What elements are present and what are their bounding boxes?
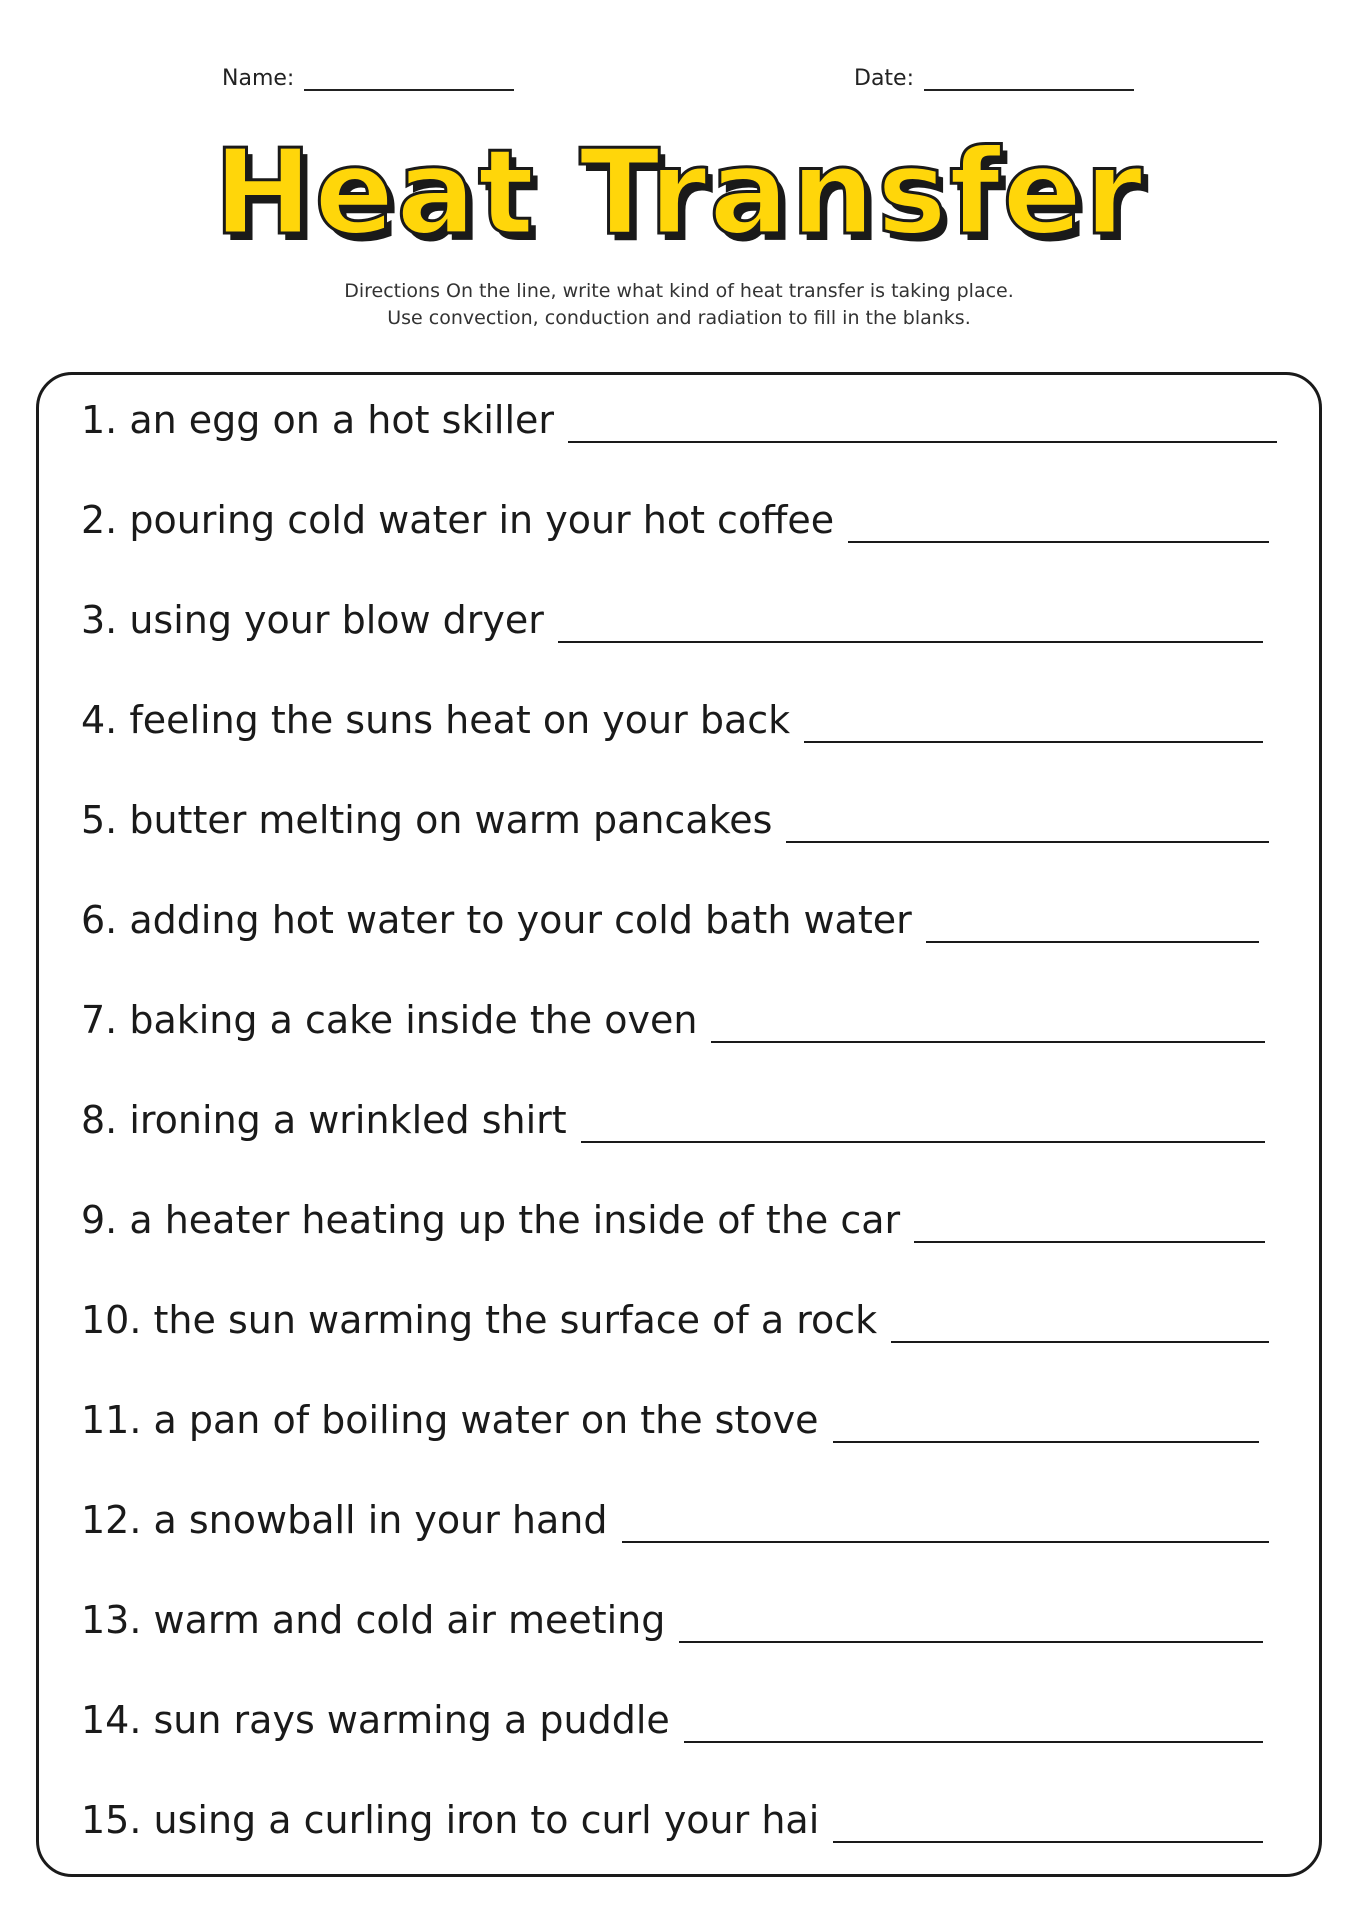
answer-line[interactable] [581, 1140, 1265, 1143]
directions-line-1: Directions On the line, write what kind of heat transfer is taking place. [344, 280, 1014, 302]
answer-line[interactable] [786, 840, 1269, 843]
question-text: 13. warm and cold air meeting [81, 1598, 666, 1642]
directions [0, 278, 1358, 332]
answer-line[interactable] [848, 540, 1269, 543]
question-text: 7. baking a cake inside the oven [81, 998, 698, 1042]
question-item [81, 783, 1269, 843]
question-item [81, 383, 1269, 443]
answer-line[interactable] [891, 1340, 1269, 1343]
date-field [854, 66, 1134, 91]
answer-line[interactable] [926, 940, 1259, 943]
answer-line[interactable] [558, 640, 1263, 643]
answer-line[interactable] [679, 1640, 1263, 1643]
answer-line[interactable] [833, 1440, 1260, 1443]
question-text: 6. adding hot water to your cold bath water [81, 898, 912, 942]
name-field [222, 66, 514, 91]
answer-line[interactable] [914, 1240, 1265, 1243]
question-text: 11. a pan of boiling water on the stove [81, 1398, 819, 1442]
question-item [81, 983, 1269, 1043]
date-blank-line[interactable] [924, 67, 1134, 91]
question-text: 3. using your blow dryer [81, 598, 544, 642]
question-item [81, 1283, 1269, 1343]
question-text: 15. using a curling iron to curl your hai [81, 1798, 820, 1842]
name-blank-line[interactable] [304, 67, 514, 91]
question-text: 14. sun rays warming a puddle [81, 1698, 670, 1742]
question-item [81, 1783, 1269, 1843]
question-item [81, 1683, 1269, 1743]
answer-line[interactable] [684, 1740, 1263, 1743]
question-item [81, 583, 1269, 643]
question-text: 2. pouring cold water in your hot coffee [81, 498, 835, 542]
answer-line[interactable] [711, 1040, 1265, 1043]
page-title: Heat Transfer [213, 123, 1145, 261]
header-fields [0, 66, 1358, 106]
question-item [81, 1183, 1269, 1243]
question-item [81, 1583, 1269, 1643]
question-item [81, 883, 1269, 943]
question-item [81, 1483, 1269, 1543]
directions-line-2: Use convection, conduction and radiation to fill in the blanks. [387, 307, 971, 329]
answer-line[interactable] [833, 1840, 1263, 1843]
question-text: 5. butter melting on warm pancakes [81, 798, 773, 842]
question-text: 8. ironing a wrinkled shirt [81, 1098, 567, 1142]
name-label: Name: [222, 66, 295, 91]
answer-line[interactable] [568, 440, 1277, 443]
question-text: 12. a snowball in your hand [81, 1498, 608, 1542]
answer-line[interactable] [804, 740, 1263, 743]
question-text: 1. an egg on a hot skiller [81, 398, 555, 442]
question-item [81, 1383, 1269, 1443]
worksheet-box [36, 372, 1322, 1877]
question-text: 10. the sun warming the surface of a rock [81, 1298, 878, 1342]
question-text: 4. feeling the suns heat on your back [81, 698, 791, 742]
question-item [81, 483, 1269, 543]
question-text: 9. a heater heating up the inside of the car [81, 1198, 901, 1242]
date-label: Date: [854, 66, 914, 91]
answer-line[interactable] [622, 1540, 1269, 1543]
question-item [81, 683, 1269, 743]
question-item [81, 1083, 1269, 1143]
